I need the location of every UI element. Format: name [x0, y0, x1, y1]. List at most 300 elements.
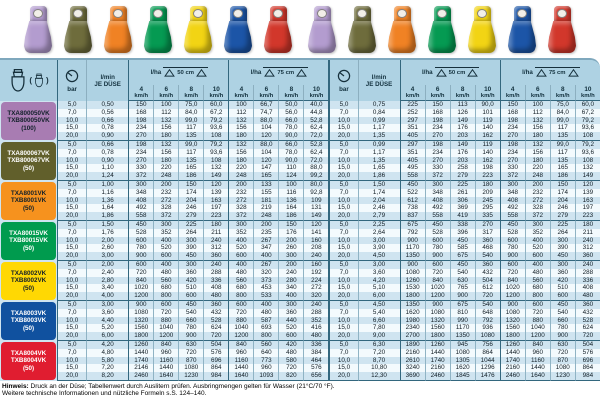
rate-cell: 560 — [525, 277, 550, 285]
pressure-cell: 15,0 — [328, 164, 357, 172]
rate-cell: 297 — [400, 141, 425, 149]
rate-cell: 223 — [475, 172, 500, 181]
rate-cell: 400 — [525, 237, 550, 245]
rate-cell: 900 — [550, 332, 575, 341]
rate-cell: 328 — [525, 204, 550, 212]
rate-cell: 400 — [525, 261, 550, 269]
rate-cell: 696 — [575, 357, 600, 365]
rate-cell: 1020 — [500, 284, 525, 292]
rate-cell: 224 — [303, 277, 328, 285]
rate-cell: 300 — [425, 181, 450, 189]
flow-cell: 4,80 — [86, 349, 128, 357]
rate-cell: 1200 — [228, 332, 253, 341]
rate-cell: 1020 — [425, 284, 450, 292]
pressure-cell: 10,0 — [57, 157, 86, 165]
rate-cell: 200 — [228, 181, 253, 189]
speed-value: 8 — [289, 85, 294, 93]
speed-header — [153, 85, 178, 101]
pressure-cell: 20,0 — [328, 372, 357, 381]
rate-cell: 156 — [525, 149, 550, 157]
rate-cell: 240 — [575, 237, 600, 245]
lha-spacing-header — [400, 60, 500, 85]
rate-cell: 480 — [278, 349, 303, 357]
rate-cell: 3240 — [400, 364, 425, 372]
rate-cell: 110 — [278, 164, 303, 172]
footnote-line1 — [2, 383, 598, 391]
rate-cell: 360 — [278, 309, 303, 317]
rate-cell: 84,0 — [550, 109, 575, 117]
table-row — [0, 197, 600, 205]
table-row — [0, 284, 600, 292]
table-row — [0, 172, 600, 181]
rate-cell: 340 — [278, 284, 303, 292]
rate-cell: 220 — [153, 164, 178, 172]
rate-cell: 528 — [203, 317, 228, 325]
pressure-cell: 15,0 — [57, 164, 86, 172]
rate-cell: 203 — [450, 132, 475, 141]
rate-cell: 1044 — [475, 357, 500, 365]
speed-unit: km/h — [209, 92, 224, 99]
rate-cell: 369 — [450, 204, 475, 212]
rate-cell: 1200 — [153, 332, 178, 341]
rate-cell: 234 — [425, 149, 450, 157]
rate-cell: 119 — [475, 117, 500, 125]
rate-cell: 135 — [178, 157, 203, 165]
table-row — [0, 124, 600, 132]
rate-cell: 44,8 — [303, 109, 328, 117]
rate-cell: 1740 — [128, 357, 153, 365]
rate-cell: 720 — [425, 269, 450, 277]
rate-cell: 272 — [228, 197, 253, 205]
flow-cell: 2,64 — [358, 229, 400, 237]
speed-unit: km/h — [555, 92, 570, 99]
speed-value: 4 — [510, 85, 515, 93]
pressure-cell: 20,0 — [57, 372, 86, 381]
speed-unit: km/h — [234, 92, 249, 99]
rate-cell: 492 — [425, 204, 450, 212]
lha-spacing-header — [128, 60, 228, 85]
group-label-line: TXA800067VK — [7, 149, 50, 157]
flow-cell: 1,17 — [358, 149, 400, 157]
group-label-line: TXB80015VK — [9, 237, 48, 245]
rate-cell: 204 — [178, 197, 203, 205]
rate-cell: 372 — [525, 212, 550, 221]
rate-cell: 1800 — [128, 332, 153, 341]
nozzle-cap — [554, 6, 571, 22]
group-label — [1, 262, 56, 300]
rate-cell: 900 — [400, 237, 425, 245]
rate-cell: 174 — [178, 189, 203, 197]
rate-cell: 149 — [575, 172, 600, 181]
rate-cell: 288 — [203, 269, 228, 277]
spray-fan-icon — [436, 69, 447, 79]
rate-cell: 165 — [253, 172, 278, 181]
flow-cell: 10,80 — [358, 364, 400, 372]
lmin-column-header — [86, 60, 128, 101]
flow-cell: 2,00 — [86, 261, 128, 269]
flow-cell: 1,24 — [86, 172, 128, 181]
group-label — [1, 142, 56, 180]
rate-cell: 528 — [425, 229, 450, 237]
rate-cell: 147 — [253, 164, 278, 172]
rate-cell: 600 — [525, 252, 550, 261]
rate-cell: 540 — [475, 252, 500, 261]
rate-cell: 220 — [525, 164, 550, 172]
rate-cell: 840 — [153, 341, 178, 349]
pressure-cell: 5,0 — [57, 141, 86, 149]
rate-cell: 163 — [203, 197, 228, 205]
pressure-cell: 5,0 — [328, 261, 357, 269]
rate-cell: 124 — [278, 172, 303, 181]
rate-cell: 234 — [500, 124, 525, 132]
nozzle-body — [144, 21, 172, 53]
flow-cell: 1,74 — [358, 189, 400, 197]
lmin-label-line2: JE DÜSE — [365, 80, 393, 88]
group-label-cell — [0, 261, 57, 301]
pressure-cell: 20,0 — [57, 332, 86, 341]
rate-cell: 510 — [550, 284, 575, 292]
pressure-cell: 20,0 — [57, 132, 86, 141]
rate-cell: 870 — [178, 357, 203, 365]
rate-cell: 1230 — [178, 372, 203, 381]
flow-cell: 0,90 — [86, 132, 128, 141]
rate-cell: 360 — [575, 252, 600, 261]
lha-spacing-header — [500, 60, 600, 85]
rate-cell: 88,0 — [253, 117, 278, 125]
rate-cell: 1305 — [450, 357, 475, 365]
rate-cell: 79,2 — [575, 141, 600, 149]
rate-cell: 1080 — [500, 309, 525, 317]
pressure-cell: 5,0 — [328, 101, 357, 109]
rate-cell: 232 — [228, 189, 253, 197]
rate-cell: 300 — [128, 181, 153, 189]
rate-cell: 1040 — [228, 324, 253, 332]
spray-fan-icon — [467, 69, 478, 79]
rate-cell: 600 — [278, 332, 303, 341]
pressure-cell: 15,0 — [57, 324, 86, 332]
pressure-cell: 5,0 — [57, 341, 86, 349]
rate-cell: 1020 — [128, 284, 153, 292]
rate-cell: 504 — [475, 277, 500, 285]
pressure-cell: 7,0 — [57, 109, 86, 117]
rate-cell: 88,0 — [253, 141, 278, 149]
rate-cell: 347 — [253, 244, 278, 252]
rate-cell: 132 — [525, 117, 550, 125]
rate-cell: 453 — [253, 284, 278, 292]
rate-cell: 1080 — [475, 332, 500, 341]
nozzle-image-orange — [387, 6, 417, 56]
pressure-cell: 10,0 — [328, 277, 357, 285]
flow-cell: 7,20 — [358, 349, 400, 357]
flow-cell: 1,36 — [86, 197, 128, 205]
rate-cell: 1093 — [253, 372, 278, 381]
rate-cell: 330 — [425, 164, 450, 172]
rate-cell: 1296 — [475, 364, 500, 372]
rate-cell: 528 — [500, 229, 525, 237]
flow-cell: 4,40 — [86, 317, 128, 325]
table-head — [0, 60, 600, 101]
rate-cell: 168 — [128, 109, 153, 117]
rate-cell: 270 — [500, 132, 525, 141]
rate-cell: 132 — [228, 141, 253, 149]
rate-cell: 240 — [303, 301, 328, 309]
rate-cell: 864 — [475, 349, 500, 357]
rate-cell: 1170 — [450, 324, 475, 332]
rate-cell: 720 — [128, 269, 153, 277]
rate-cell: 162 — [475, 157, 500, 165]
rate-cell: 200 — [278, 237, 303, 245]
rate-cell: 149 — [450, 117, 475, 125]
rate-cell: 945 — [450, 341, 475, 349]
flow-cell: 4,00 — [86, 292, 128, 301]
rate-cell: 109 — [303, 197, 328, 205]
rate-cell: 360 — [178, 269, 203, 277]
pressure-cell: 5,0 — [328, 141, 357, 149]
rate-cell: 62,4 — [303, 124, 328, 132]
table-row — [0, 149, 600, 157]
rate-cell: 200 — [525, 181, 550, 189]
group-label — [1, 222, 56, 260]
lmin-label-line1: l/min — [371, 73, 387, 81]
rate-cell: 1200 — [425, 292, 450, 301]
nozzle-header-icons — [0, 68, 57, 94]
table-row — [0, 132, 600, 141]
rate-cell: 540 — [550, 309, 575, 317]
rate-cell: 560 — [153, 277, 178, 285]
rate-cell: 1560 — [425, 324, 450, 332]
pressure-cell: 10,0 — [57, 317, 86, 325]
pressure-cell: 10,0 — [328, 197, 357, 205]
rate-cell: 132 — [203, 164, 228, 172]
nozzle-body — [548, 21, 576, 53]
nozzle-cap — [434, 6, 451, 22]
flow-cell: 1,86 — [358, 172, 400, 181]
rate-cell: 198 — [128, 141, 153, 149]
rate-cell: 520 — [153, 244, 178, 252]
rate-cell: 984 — [575, 372, 600, 381]
rate-cell: 209 — [475, 189, 500, 197]
group-label-line: TXA80015VK — [9, 229, 48, 237]
rate-cell: 720 — [228, 309, 253, 317]
rate-cell: 1350 — [450, 332, 475, 341]
rate-cell: 180 — [228, 132, 253, 141]
flow-cell: 4,20 — [86, 341, 128, 349]
rate-cell: 88,0 — [303, 164, 328, 172]
rate-cell: 84,0 — [178, 109, 203, 117]
rate-cell: 504 — [203, 341, 228, 349]
rate-cell: 180 — [153, 157, 178, 165]
flow-cell: 4,20 — [358, 277, 400, 285]
lmin-column-header — [358, 60, 400, 101]
rate-cell: 135 — [550, 157, 575, 165]
lha-spacing-header — [228, 60, 328, 85]
flow-cell: 4,50 — [358, 252, 400, 261]
rate-cell: 162 — [475, 132, 500, 141]
rate-cell: 372 — [128, 172, 153, 181]
rate-cell: 396 — [450, 229, 475, 237]
speed-value: 6 — [264, 85, 269, 93]
rate-cell: 660 — [550, 317, 575, 325]
rate-cell: 79,2 — [203, 117, 228, 125]
table-row — [0, 189, 600, 197]
pressure-cell: 7,0 — [57, 189, 86, 197]
rate-cell: 480 — [153, 269, 178, 277]
rate-cell: 720 — [278, 364, 303, 372]
rate-cell: 400 — [228, 237, 253, 245]
pressure-cell: 10,0 — [57, 237, 86, 245]
group-label — [1, 102, 56, 140]
rate-cell: 1440 — [153, 364, 178, 372]
table-row — [0, 117, 600, 125]
speed-unit: km/h — [530, 92, 545, 99]
nozzle-image-green — [143, 6, 173, 56]
flow-cell: 3,90 — [358, 244, 400, 252]
rate-cell: 156 — [228, 124, 253, 132]
rate-cell: 400 — [228, 261, 253, 269]
rate-cell: 338 — [450, 221, 475, 229]
flow-cell: 0,78 — [86, 149, 128, 157]
rate-cell: 270 — [425, 132, 450, 141]
rate-cell: 1160 — [153, 357, 178, 365]
flow-cell: 0,99 — [358, 117, 400, 125]
rate-cell: 40,0 — [303, 101, 328, 109]
rate-cell: 150 — [425, 101, 450, 109]
rate-cell: 560 — [253, 341, 278, 349]
rate-cell: 352 — [153, 229, 178, 237]
group-label-line: (50) — [22, 284, 35, 292]
rate-cell: 176 — [278, 229, 303, 237]
flow-cell: 0,84 — [358, 109, 400, 117]
pressure-cell: 10,0 — [57, 357, 86, 365]
rate-cell: 648 — [475, 309, 500, 317]
group-label-line: (50) — [22, 244, 35, 252]
spacing-label: 75 cm — [548, 69, 566, 76]
rate-cell: 132 — [153, 141, 178, 149]
speed-value: 4 — [139, 85, 143, 93]
pressure-cell: 7,0 — [57, 229, 86, 237]
rate-cell: 576 — [303, 364, 328, 372]
rate-cell: 360 — [550, 269, 575, 277]
rate-cell: 720 — [500, 269, 525, 277]
rate-cell: 792 — [475, 317, 500, 325]
nozzle-image-blue — [223, 6, 253, 56]
rate-cell: 75,0 — [550, 101, 575, 109]
nozzle-body — [348, 21, 376, 53]
nozzle-body — [428, 21, 456, 53]
pressure-cell: 20,0 — [328, 332, 357, 341]
nozzle-body — [224, 21, 252, 53]
rate-cell: 360 — [475, 237, 500, 245]
speed-unit: km/h — [284, 92, 299, 99]
pressure-cell: 20,0 — [57, 252, 86, 261]
rate-cell: 1980 — [400, 317, 425, 325]
rate-cell: 792 — [400, 229, 425, 237]
rate-cell: 108 — [575, 157, 600, 165]
rate-cell: 450 — [500, 221, 525, 229]
close-paren: ) — [46, 76, 49, 85]
rate-cell: 1800 — [400, 292, 425, 301]
nozzle-column-header — [0, 60, 57, 101]
rate-cell: 480 — [253, 309, 278, 317]
speed-unit: km/h — [134, 92, 149, 99]
nozzle-body — [104, 21, 132, 53]
rate-cell: 155 — [253, 189, 278, 197]
rate-cell: 624 — [203, 324, 228, 332]
nozzle-image-olive — [63, 6, 93, 56]
spray-fan-icon — [196, 69, 207, 79]
speed-header — [475, 85, 500, 101]
group-label — [1, 182, 56, 220]
table-body — [0, 101, 600, 381]
rate-cell: 2160 — [500, 364, 525, 372]
rate-cell: 1040 — [525, 324, 550, 332]
flow-cell: 9,00 — [358, 332, 400, 341]
rate-cell: 492 — [500, 204, 525, 212]
flow-cell: 1,50 — [358, 181, 400, 189]
rate-cell: 450 — [128, 221, 153, 229]
rate-cell: 450 — [450, 261, 475, 269]
rate-cell: 280 — [278, 277, 303, 285]
rate-cell: 2460 — [128, 372, 153, 381]
rate-cell: 317 — [475, 229, 500, 237]
rate-cell: 390 — [178, 244, 203, 252]
spacing-label: 50 cm — [177, 69, 194, 76]
rate-cell: 1080 — [400, 269, 425, 277]
table-row — [0, 181, 600, 189]
rate-cell: 300 — [178, 261, 203, 269]
speed-unit: km/h — [259, 92, 274, 99]
rate-cell: 558 — [400, 172, 425, 181]
rate-cell: 260 — [278, 244, 303, 252]
rate-cell: 900 — [128, 252, 153, 261]
rate-cell: 540 — [475, 301, 500, 309]
rate-cell: 780 — [425, 244, 450, 252]
rate-cell: 864 — [575, 364, 600, 372]
table-row — [0, 292, 600, 301]
flow-cell: 1,17 — [358, 124, 400, 132]
rate-cell: 1620 — [400, 309, 425, 317]
rate-cell: 99,0 — [178, 141, 203, 149]
rate-cell: 1080 — [425, 309, 450, 317]
rate-cell: 450 — [425, 221, 450, 229]
speed-header — [278, 85, 303, 101]
rate-cell: 1200 — [500, 292, 525, 301]
rate-cell: 180 — [153, 132, 178, 141]
rate-cell: 600 — [178, 292, 203, 301]
rate-cell: 480 — [228, 269, 253, 277]
pressure-cell: 15,0 — [328, 324, 357, 332]
table-row — [0, 204, 600, 212]
rate-cell: 1440 — [128, 349, 153, 357]
rate-cell: 197 — [203, 204, 228, 212]
pressure-cell: 5,0 — [328, 301, 357, 309]
flow-cell: 3,00 — [358, 237, 400, 245]
rate-cell: 223 — [203, 212, 228, 221]
rate-cell: 108 — [203, 132, 228, 141]
speed-unit: km/h — [505, 92, 520, 99]
rate-cell: 720 — [178, 349, 203, 357]
speed-header — [400, 85, 425, 101]
rate-cell: 419 — [450, 212, 475, 221]
group-label-line: (50) — [22, 364, 35, 372]
pressure-cell: 20,0 — [328, 292, 357, 301]
pressure-cell: 10,0 — [328, 317, 357, 325]
rate-cell: 756 — [475, 341, 500, 349]
speed-value: 10 — [312, 85, 320, 93]
group-label-line: (50) — [22, 164, 35, 172]
rate-cell: 186 — [178, 172, 203, 181]
rate-cell: 680 — [153, 284, 178, 292]
